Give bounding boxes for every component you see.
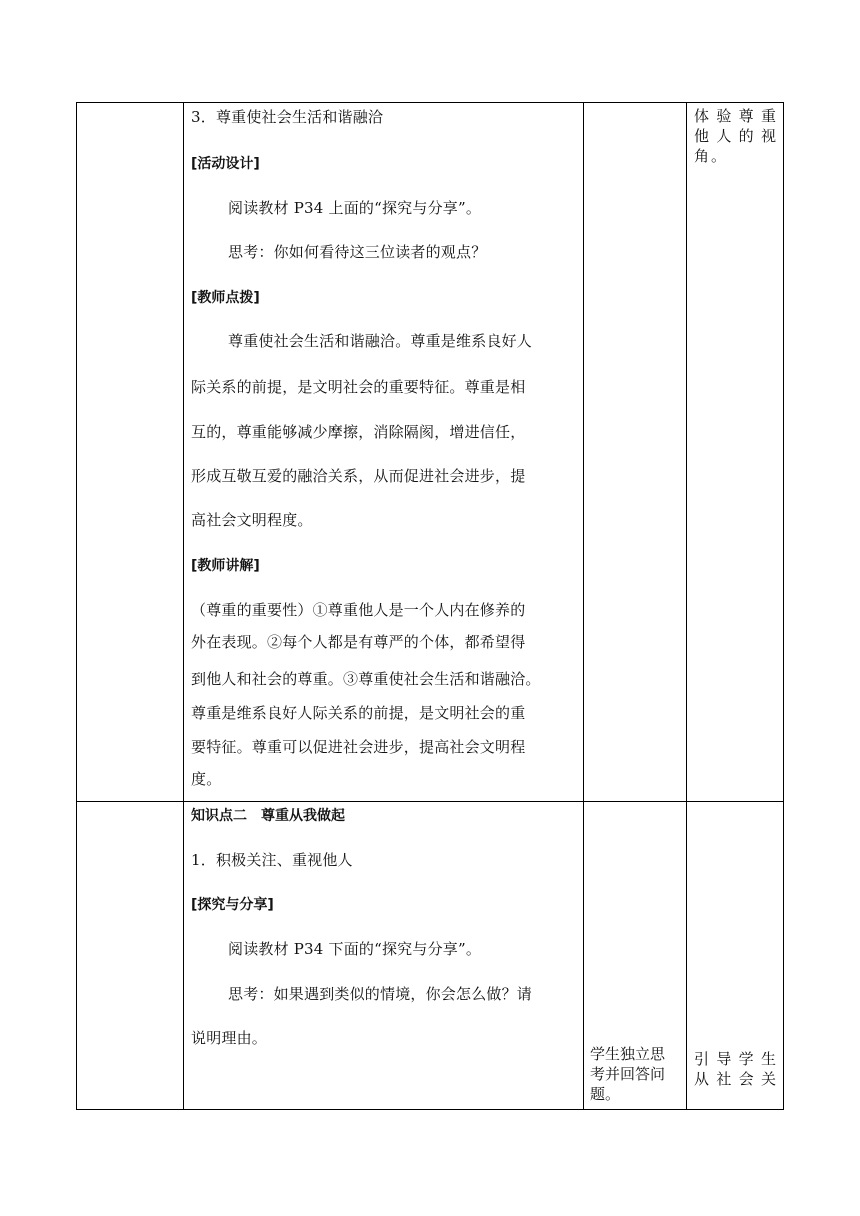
guidance-line: 高社会文明程度。 — [191, 511, 313, 529]
column-divider-3 — [686, 102, 687, 1110]
row2-design-intent — [694, 1049, 778, 1089]
explain-line: 到他人和社会的尊重。③尊重使社会生活和谐融洽。 — [191, 670, 541, 688]
knowledge-point-heading: 知识点二 尊重从我做起 — [191, 808, 345, 824]
explore-line-1: 阅读教材 P34 下面的“探究与分享”。 — [228, 940, 482, 958]
row-divider — [76, 801, 784, 802]
intent-line: 角。 — [694, 147, 729, 165]
explain-line: 尊重是维系良好人际关系的前提，是文明社会的重 — [191, 704, 526, 722]
explore-share-label: [探究与分享] — [191, 897, 274, 913]
column-divider-2 — [583, 102, 584, 1110]
guidance-line: 互的，尊重能够减少摩擦，消除隔阂，增进信任， — [191, 423, 526, 441]
guidance-line: 形成互敬互爱的融洽关系，从而促进社会进步，提 — [191, 467, 526, 485]
intent-line: 引导学生 — [694, 1050, 778, 1068]
explain-line: 外在表现。②每个人都是有尊严的个体，都希望得 — [191, 633, 526, 651]
guidance-line: 际关系的前提，是文明社会的重要特征。尊重是相 — [191, 378, 526, 396]
row2-student-activity — [590, 1044, 682, 1104]
student-activity-line: 学生独立思 — [590, 1045, 666, 1063]
student-activity-line: 题。 — [590, 1085, 621, 1103]
intent-line: 体验尊重 — [694, 107, 778, 125]
teacher-guidance-label: [教师点拨] — [191, 290, 260, 306]
activity-design-label: [活动设计] — [191, 156, 260, 172]
student-activity-line: 考并回答问 — [590, 1065, 666, 1083]
row1-design-intent — [694, 106, 778, 166]
activity-line-1: 阅读教材 P34 上面的“探究与分享”。 — [228, 199, 482, 217]
explore-line-2: 思考：如果遇到类似的情境，你会怎么做？请 — [228, 985, 533, 1003]
guidance-line: 尊重使社会生活和谐融洽。尊重是维系良好人 — [228, 332, 533, 350]
section-heading: 3．尊重使社会生活和谐融洽 — [191, 108, 384, 126]
explain-line: 度。 — [191, 770, 222, 788]
explain-line: 要特征。尊重可以促进社会进步，提高社会文明程 — [191, 738, 526, 756]
activity-line-2: 思考：你如何看待这三位读者的观点？ — [228, 243, 487, 261]
intent-line: 从社会关 — [694, 1070, 778, 1088]
teacher-explain-label: [教师讲解] — [191, 558, 260, 574]
intent-line: 他人的视 — [694, 127, 778, 145]
column-divider-1 — [183, 102, 184, 1110]
explore-line-3: 说明理由。 — [191, 1029, 268, 1047]
subheading: 1．积极关注、重视他人 — [191, 851, 353, 869]
explain-line: （尊重的重要性）①尊重他人是一个人内在修养的 — [191, 601, 526, 619]
